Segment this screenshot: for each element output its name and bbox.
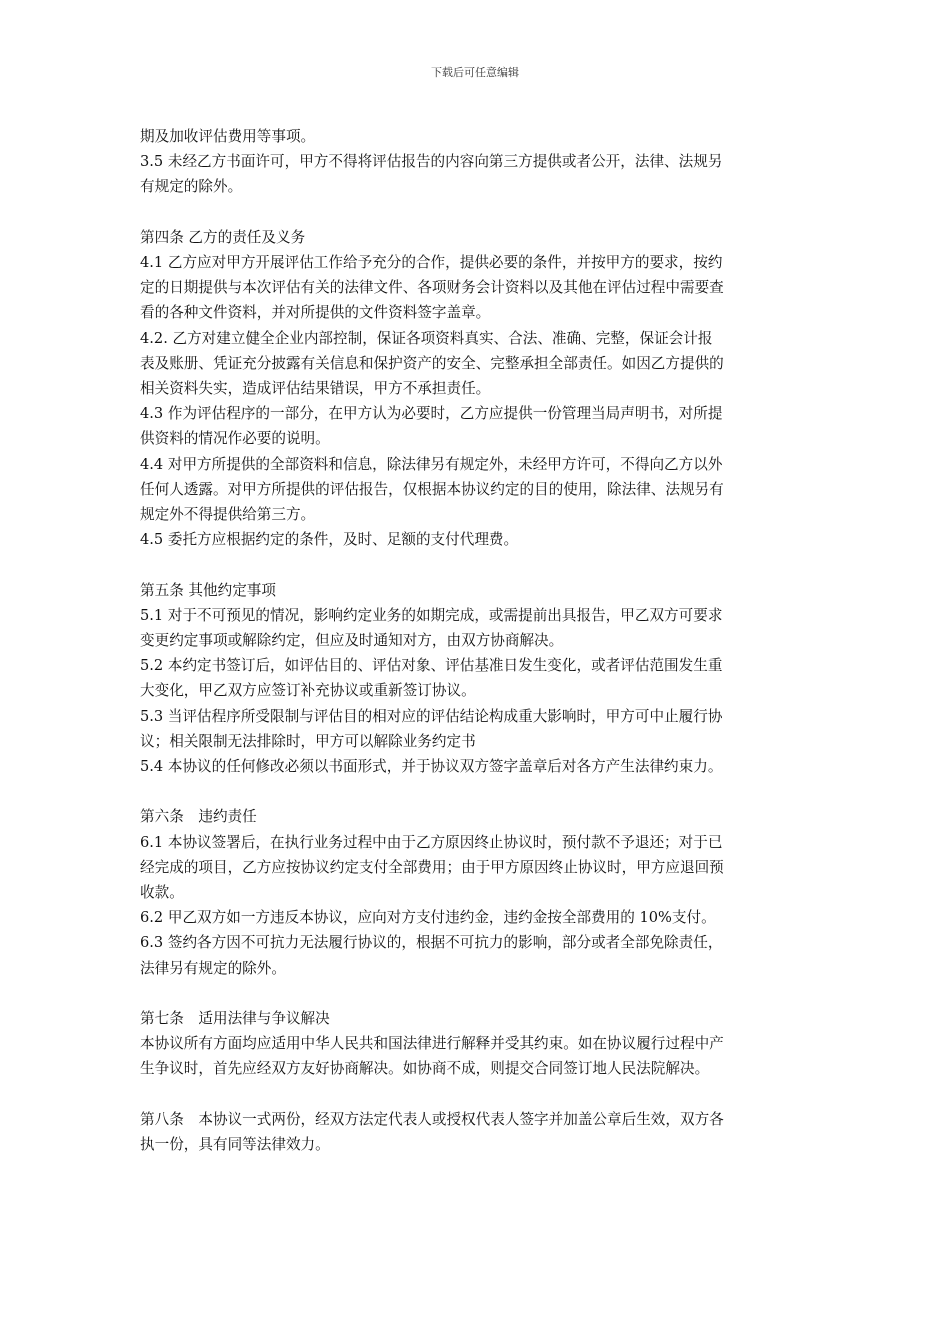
text-line: 3.5 未经乙方书面许可，甲方不得将评估报告的内容向第三方提供或者公开，法律、法规另 xyxy=(140,153,723,171)
text-line: 生争议时，首先应经双方友好协商解决。如协商不成，则提交合同签订地人民法院解决。 xyxy=(140,1060,710,1078)
text-line: 第五条 其他约定事项 xyxy=(140,581,276,599)
text-line: 4.1 乙方应对甲方开展评估工作给予充分的合作，提供必要的条件，并按甲方的要求，按约 xyxy=(140,254,723,271)
text-line: 5.1 对于不可预见的情况，影响约定业务的如期完成，或需提前出具报告，甲乙双方可要求 xyxy=(140,606,723,624)
text-line: 5.4 本协议的任何修改必须以书面形式，并于协议双方签字盖章后对各方产生法律约束力。 xyxy=(140,758,723,776)
text-line: 相关资料失实，造成评估结果错误，甲方不承担责任。 xyxy=(140,380,491,398)
text-line: 4.2. 乙方对建立健全企业内部控制，保证各项资料真实、合法、准确、完整，保证会计报 xyxy=(140,329,713,347)
text-line: 执一份，具有同等法律效力。 xyxy=(140,1136,330,1154)
text-line: 5.2 本约定书签订后，如评估目的、评估对象、评估基准日发生变化，或者评估范围发生重 xyxy=(140,657,723,675)
text-line: 6.2 甲乙双方如一方违反本协议，应向对方支付违约金，违约金按全部费用的 10%支付。 xyxy=(140,909,716,927)
paragraph-gap xyxy=(140,1082,820,1107)
text-line: 法律另有规定的除外。 xyxy=(140,959,286,977)
text-line: 第八条 本协议一式两份，经双方法定代表人或授权代表人签字并加盖公章后生效，双方各 xyxy=(140,1110,724,1128)
text-line: 5.3 当评估程序所受限制与评估目的相对应的评估结论构成重大影响时，甲方可中止履行协 xyxy=(140,707,723,725)
text-line: 4.4 对甲方所提供的全部资料和信息，除法律另有规定外，未经甲方许可，不得向乙方以外 xyxy=(140,455,723,473)
text-line: 规定外不得提供给第三方。 xyxy=(140,506,316,524)
text-line: 看的各种文件资料，并对所提供的文件资料签字盖章。 xyxy=(140,304,491,322)
text-line: 经完成的项目，乙方应按协议约定支付全部费用；由于甲方原因终止协议时，甲方应退回预 xyxy=(140,858,724,876)
page-header: 下载后可任意编辑 xyxy=(431,66,519,79)
text-line: 大变化，甲乙双方应签订补充协议或重新签订协议。 xyxy=(140,682,476,700)
text-line: 本协议所有方面均应适用中华人民共和国法律进行解释并受其约束。如在协议履行过程中产 xyxy=(140,1035,724,1053)
text-line: 表及账册、凭证充分披露有关信息和保护资产的安全、完整承担全部责任。如因乙方提供的 xyxy=(140,354,724,372)
document-body xyxy=(140,124,820,1157)
text-line: 任何人透露。对甲方所提供的评估报告，仅根据本协议约定的目的使用，除法律、法规另有 xyxy=(140,480,724,498)
text-line: 收款。 xyxy=(140,884,184,902)
text-line: 第七条 适用法律与争议解决 xyxy=(140,1010,330,1028)
text-line: 议；相关限制无法排除时，甲方可以解除业务约定书 xyxy=(140,732,476,750)
text-line: 供资料的情况作必要的说明。 xyxy=(140,430,330,448)
text-line: 6.1 本协议签署后，在执行业务过程中由于乙方原因终止协议时，预付款不予退还；对于已 xyxy=(140,833,723,851)
text-line: 期及加收评估费用等事项。 xyxy=(140,128,316,145)
text-line: 4.3 作为评估程序的一部分，在甲方认为必要时，乙方应提供一份管理当局声明书，对所提 xyxy=(140,405,723,423)
text-line: 变更约定事项或解除约定，但应及时通知对方，由双方协商解决。 xyxy=(140,632,564,650)
paragraph-gap xyxy=(140,200,820,225)
paragraph-gap xyxy=(140,552,820,577)
text-line: 第四条 乙方的责任及义务 xyxy=(140,228,306,246)
paragraph-gap xyxy=(140,779,820,804)
text-line: 6.3 签约各方因不可抗力无法履行协议的，根据不可抗力的影响，部分或者全部免除责任， xyxy=(140,934,723,952)
text-line: 4.5 委托方应根据约定的条件，及时、足额的支付代理费。 xyxy=(140,531,519,549)
text-line: 有规定的除外。 xyxy=(140,178,243,196)
paragraph-gap xyxy=(140,981,820,1006)
text-line: 定的日期提供与本次评估有关的法律文件、各项财务会计资料以及其他在评估过程中需要查 xyxy=(140,279,724,297)
text-line: 第六条 违约责任 xyxy=(140,808,257,826)
